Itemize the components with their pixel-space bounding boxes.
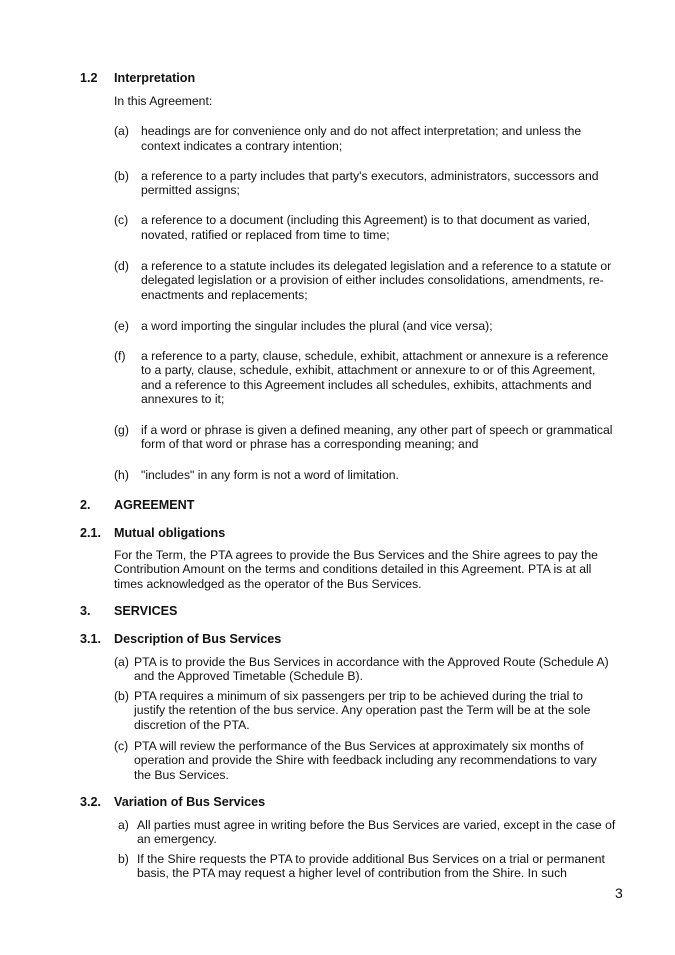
item-label: (a): [114, 655, 129, 669]
paragraph-line: For the Term, the PTA agrees to provide the Bus Services and the Shire agrees to pay the: [114, 548, 598, 562]
item-label: a): [118, 818, 129, 832]
section-heading: Description of Bus Services: [114, 632, 282, 646]
item-text: the Bus Services.: [134, 768, 229, 782]
paragraph-line: Contribution Amount on the terms and conditions detailed in this Agreement. PTA is at all: [114, 562, 592, 576]
item-text: a reference to a statute includes its delegated legislation and a reference to a statute or: [141, 259, 612, 273]
item-text: permitted assigns;: [141, 183, 240, 197]
item-text: a word importing the singular includes the plural (and vice versa);: [141, 319, 493, 333]
item-text: "includes" in any form is not a word of limitation.: [141, 468, 399, 482]
section-number: 2.: [80, 498, 91, 512]
item-text: and the Approved Timetable (Schedule B).: [134, 669, 363, 683]
item-text: PTA is to provide the Bus Services in accordance with the Approved Route (Schedule A): [134, 655, 609, 669]
item-label: (g): [114, 423, 129, 437]
item-text: PTA requires a minimum of six passengers per trip to be achieved during the trial to: [134, 689, 583, 703]
item-label: (b): [114, 169, 129, 183]
item-text: to a party, clause, schedule, exhibit, attachment or annexure to or of this Agreement,: [141, 363, 596, 377]
item-text: if a word or phrase is given a defined meaning, any other part of speech or grammatical: [141, 423, 613, 437]
item-text: enactments and replacements;: [141, 288, 308, 302]
section-heading: Variation of Bus Services: [114, 795, 266, 809]
item-label: (c): [114, 213, 129, 227]
item-text: headings are for convenience only and do not affect interpretation; and unless the: [141, 124, 582, 138]
paragraph-line: times acknowledged as the operator of the Bus Services.: [114, 577, 422, 591]
section-number: 3.: [80, 604, 91, 618]
item-text: and a reference to this Agreement includes all schedules, exhibits, attachments and: [141, 378, 592, 392]
item-text: PTA will review the performance of the Bus Services at approximately six months of: [134, 739, 584, 753]
item-text: justify the retention of the bus service. Any operation past the Term will be at the sole: [134, 703, 591, 717]
item-text: novated, ratified or replaced from time to time;: [141, 228, 390, 242]
item-text: All parties must agree in writing before the Bus Services are varied, except in the case of: [137, 818, 616, 832]
section-number: 2.1.: [80, 526, 102, 540]
item-text: a reference to a document (including this Agreement) is to that document as varied,: [141, 213, 591, 227]
item-text: form of that word or phrase has a corresponding meaning; and: [141, 437, 479, 451]
item-text: a reference to a party, clause, schedule, exhibit, attachment or annexure is a reference: [141, 349, 609, 363]
item-text: discretion of the PTA.: [134, 718, 250, 732]
item-text: a reference to a party includes that party's executors, administrators, successors and: [141, 169, 599, 183]
item-label: (f): [114, 349, 126, 363]
item-text: delegated legislation or a provision of either includes consolidations, amendments, re-: [141, 273, 604, 287]
item-text: operation and provide the Shire with feedback including any recommendations to vary: [134, 753, 597, 767]
item-label: (d): [114, 259, 129, 273]
item-text: If the Shire requests the PTA to provide additional Bus Services on a trial or permanent: [137, 852, 605, 866]
section-number: 1.2: [80, 71, 98, 85]
section-heading: AGREEMENT: [114, 498, 195, 512]
item-text: context indicates a contrary intention;: [141, 139, 343, 153]
section-number: 3.1.: [80, 632, 102, 646]
item-text: basis, the PTA may request a higher level of contribution from the Shire. In such: [137, 866, 567, 880]
item-label: (e): [114, 319, 129, 333]
item-text: an emergency.: [137, 832, 217, 846]
item-text: annexures to it;: [141, 392, 225, 406]
item-label: (a): [114, 124, 129, 138]
item-label: (b): [114, 689, 129, 703]
item-label: b): [118, 852, 129, 866]
section-heading: Mutual obligations: [114, 526, 226, 540]
section-heading: SERVICES: [114, 604, 178, 618]
section-heading: Interpretation: [114, 71, 196, 85]
section-number: 3.2.: [80, 795, 102, 809]
paragraph: In this Agreement:: [114, 94, 213, 108]
item-label: (h): [114, 468, 129, 482]
item-label: (c): [114, 739, 129, 753]
page-number: 3: [615, 885, 623, 901]
